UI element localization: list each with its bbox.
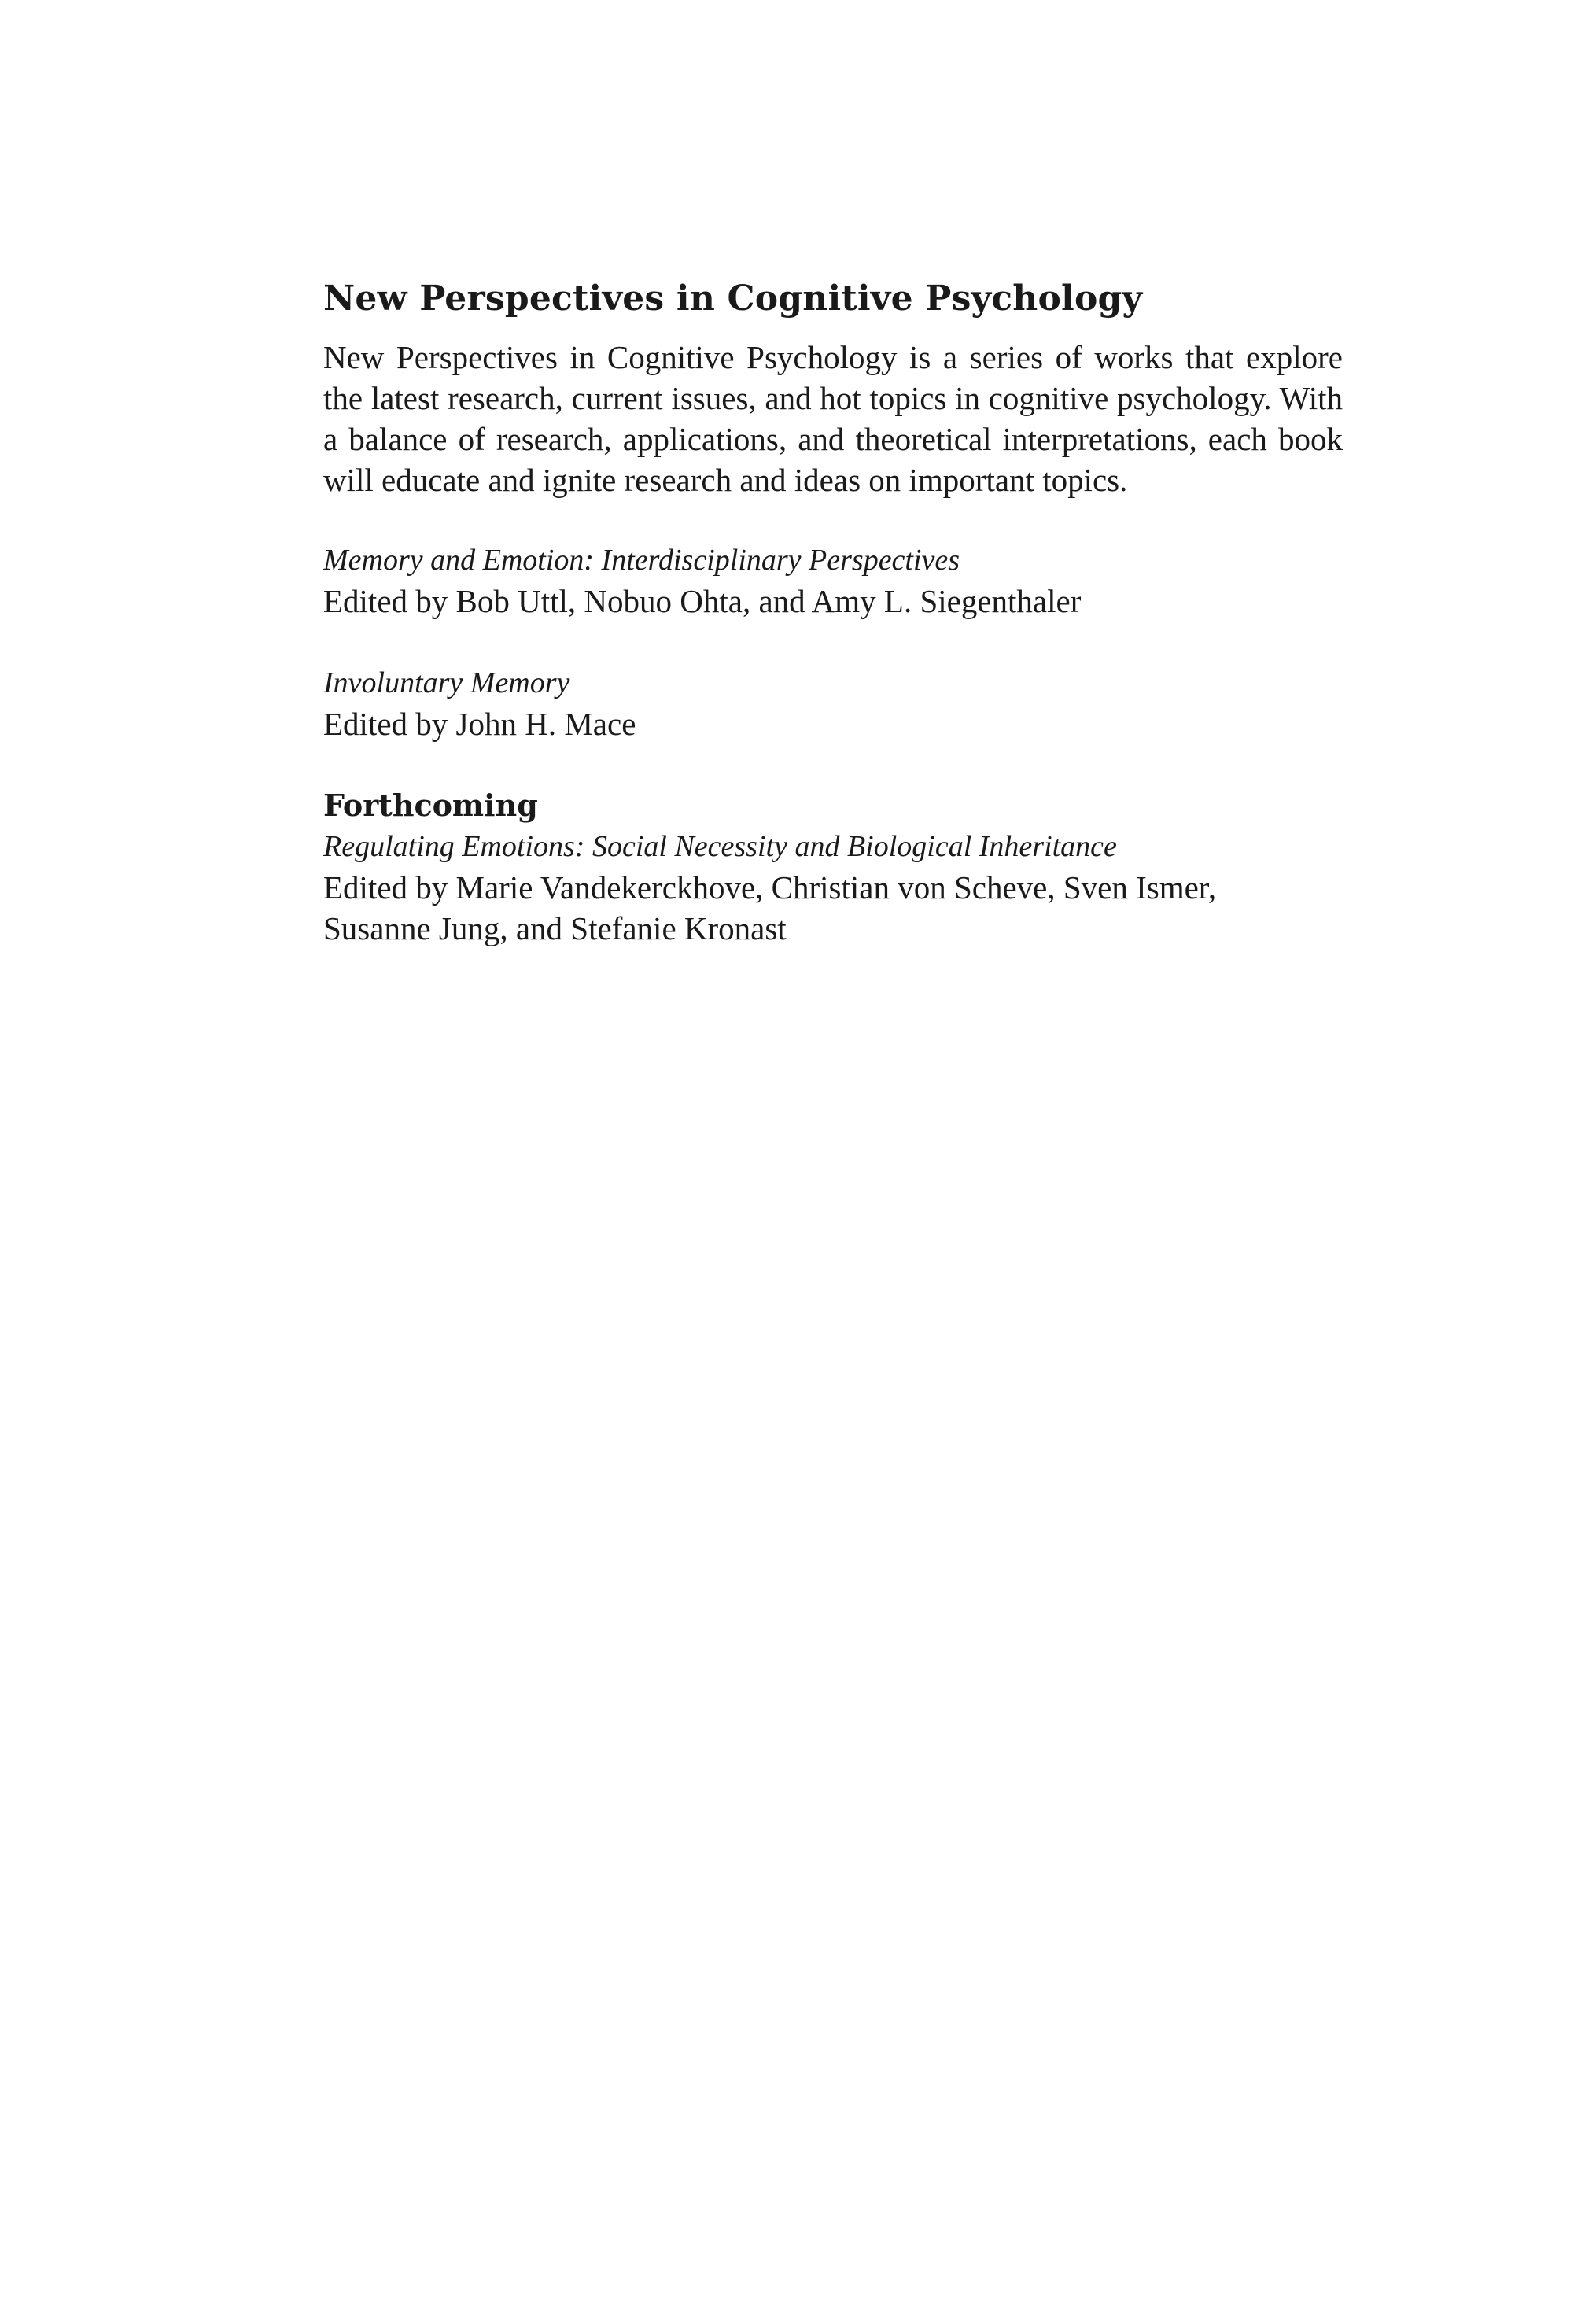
- book-entry-2: [323, 662, 1343, 744]
- series-description: New Perspectives in Cognitive Psychology is a series of works that explore the latest research, current issues, and hot topics in cognitive psychology. With a balance of research, applications, and theoretical interpretations, each book will educate and ignite research and ideas on important topics.: [323, 339, 1343, 498]
- forthcoming-book-title: Regulating Emotions: Social Necessity and Biological Inheritance: [323, 830, 1117, 863]
- forthcoming-book-editors-line-1: Edited by Marie Vandekerckhove, Christian von Scheve, Sven Ismer,: [323, 869, 1217, 906]
- book-title: Memory and Emotion: Interdisciplinary Perspectives: [323, 544, 960, 577]
- book-editors: Edited by John H. Mace: [323, 706, 636, 742]
- series-page-content: [323, 277, 1343, 990]
- book-entry-1: [323, 540, 1343, 622]
- forthcoming-section: [323, 785, 1343, 949]
- forthcoming-book-editors-line-2: Susanne Jung, and Stefanie Kronast: [323, 910, 787, 946]
- series-title: New Perspectives in Cognitive Psychology: [323, 279, 1143, 319]
- book-title: Involuntary Memory: [323, 666, 570, 699]
- book-editors: Edited by Bob Uttl, Nobuo Ohta, and Amy L. Siegenthaler: [323, 583, 1082, 619]
- forthcoming-heading: Forthcoming: [323, 788, 538, 823]
